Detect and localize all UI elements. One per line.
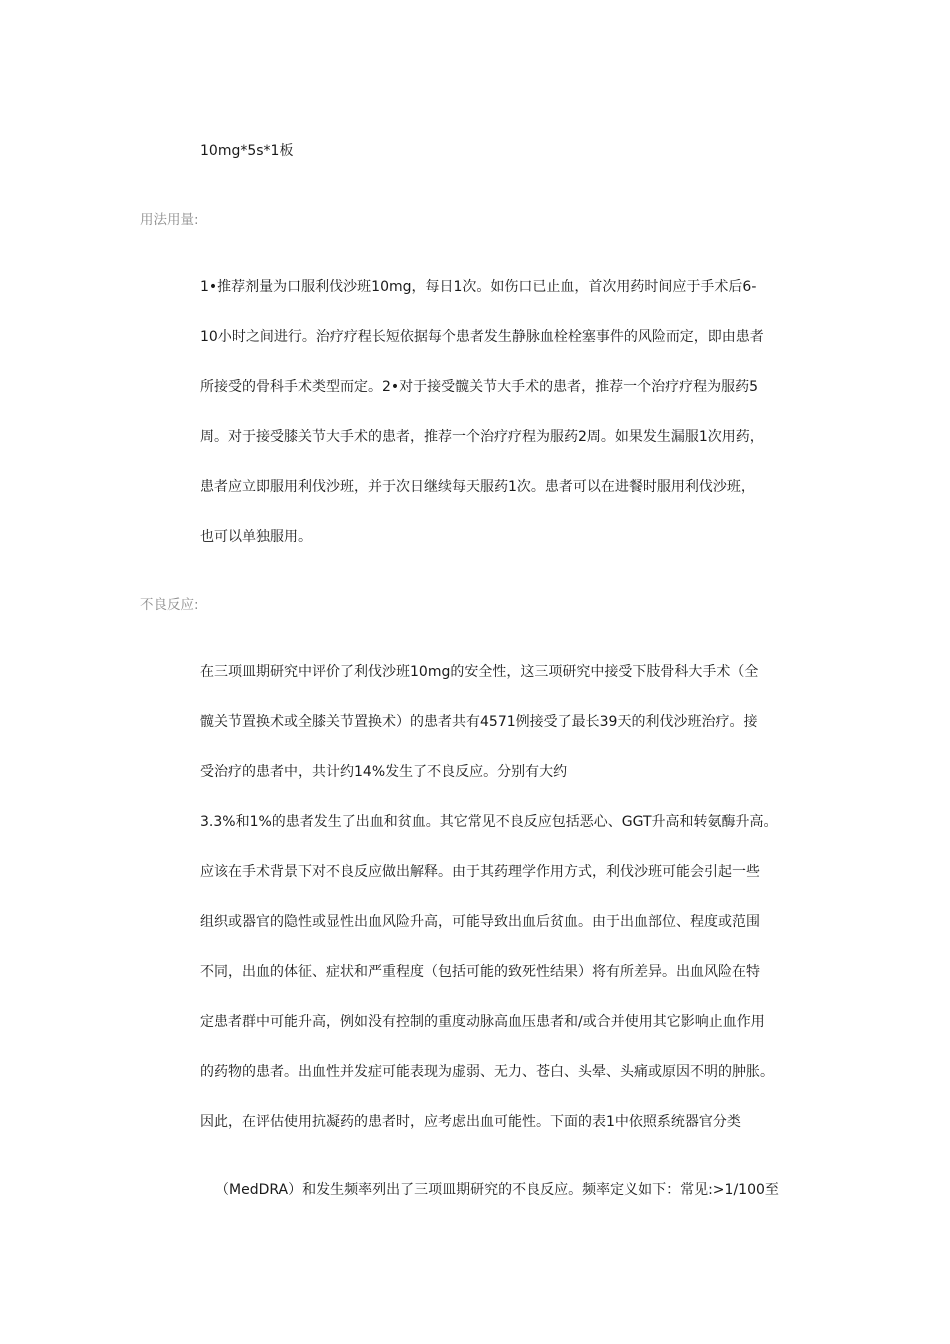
adverse-line-9: 的药物的患者。出血性并发症可能表现为虚弱、无力、苍白、头晕、头痛或原因不明的肿胀。 bbox=[200, 1064, 774, 1080]
adverse-line-2: 髋关节置换术或全膝关节置换术）的患者共有4571例接受了最长39天的利伐沙班治疗。接 bbox=[200, 714, 758, 730]
adverse-line-10: 因此，在评估使用抗凝药的患者时，应考虑出血可能性。下面的表1中依照系统器官分类 bbox=[200, 1114, 741, 1130]
adverse-line-6: 组织或器官的隐性或显性出血风险升高，可能导致出血后贫血。由于出血部位、程度或范围 bbox=[200, 914, 760, 930]
adverse-heading: 不良反应: bbox=[140, 597, 199, 613]
adverse-line-7: 不同，出血的体征、症状和严重程度（包括可能的致死性结果）将有所差异。出血风险在特 bbox=[200, 964, 760, 980]
dosage-line-3: 所接受的骨科手术类型而定。2•对于接受髋关节大手术的患者，推荐一个治疗疗程为服药5 bbox=[200, 379, 759, 395]
dosage-line-1: 1•推荐剂量为口服利伐沙班10mg，每日1次。如伤口已止血，首次用药时间应于手术后6- bbox=[200, 279, 757, 295]
adverse-line-4: 3.3%和1%的患者发生了出血和贫血。其它常见不良反应包括恶心、GGT升高和转氨酶升高。 bbox=[200, 814, 778, 830]
adverse-line-3: 受治疗的患者中，共计约14%发生了不良反应。分别有大约 bbox=[200, 764, 568, 780]
dosage-line-2: 10小时之间进行。治疗疗程长短依据每个患者发生静脉血栓栓塞事件的风险而定，即由患者 bbox=[200, 329, 764, 345]
dosage-line-6: 也可以单独服用。 bbox=[200, 529, 312, 545]
dosage-line-4: 周。对于接受膝关节大手术的患者，推荐一个治疗疗程为服药2周。如果发生漏服1次用药， bbox=[200, 429, 764, 445]
adverse-line-8: 定患者群中可能升高，例如没有控制的重度动脉高血压患者和/或合并使用其它影响止血作用 bbox=[200, 1014, 765, 1030]
adverse-line-5: 应该在手术背景下对不良反应做出解释。由于其药理学作用方式，利伐沙班可能会引起一些 bbox=[200, 864, 760, 880]
dosage-line-5: 患者应立即服用利伐沙班，并于次日继续每天服药1次。患者可以在进餐时服用利伐沙班， bbox=[200, 479, 755, 495]
adverse-line-11: （MedDRA）和发生频率列出了三项皿期研究的不良反应。频率定义如下：常见:>1/100至 bbox=[215, 1182, 779, 1198]
dosage-heading: 用法用量: bbox=[140, 212, 199, 228]
spec-line: 10mg*5s*1板 bbox=[200, 143, 294, 159]
adverse-line-1: 在三项皿期研究中评价了利伐沙班10mg的安全性，这三项研究中接受下肢骨科大手术（全 bbox=[200, 664, 759, 680]
